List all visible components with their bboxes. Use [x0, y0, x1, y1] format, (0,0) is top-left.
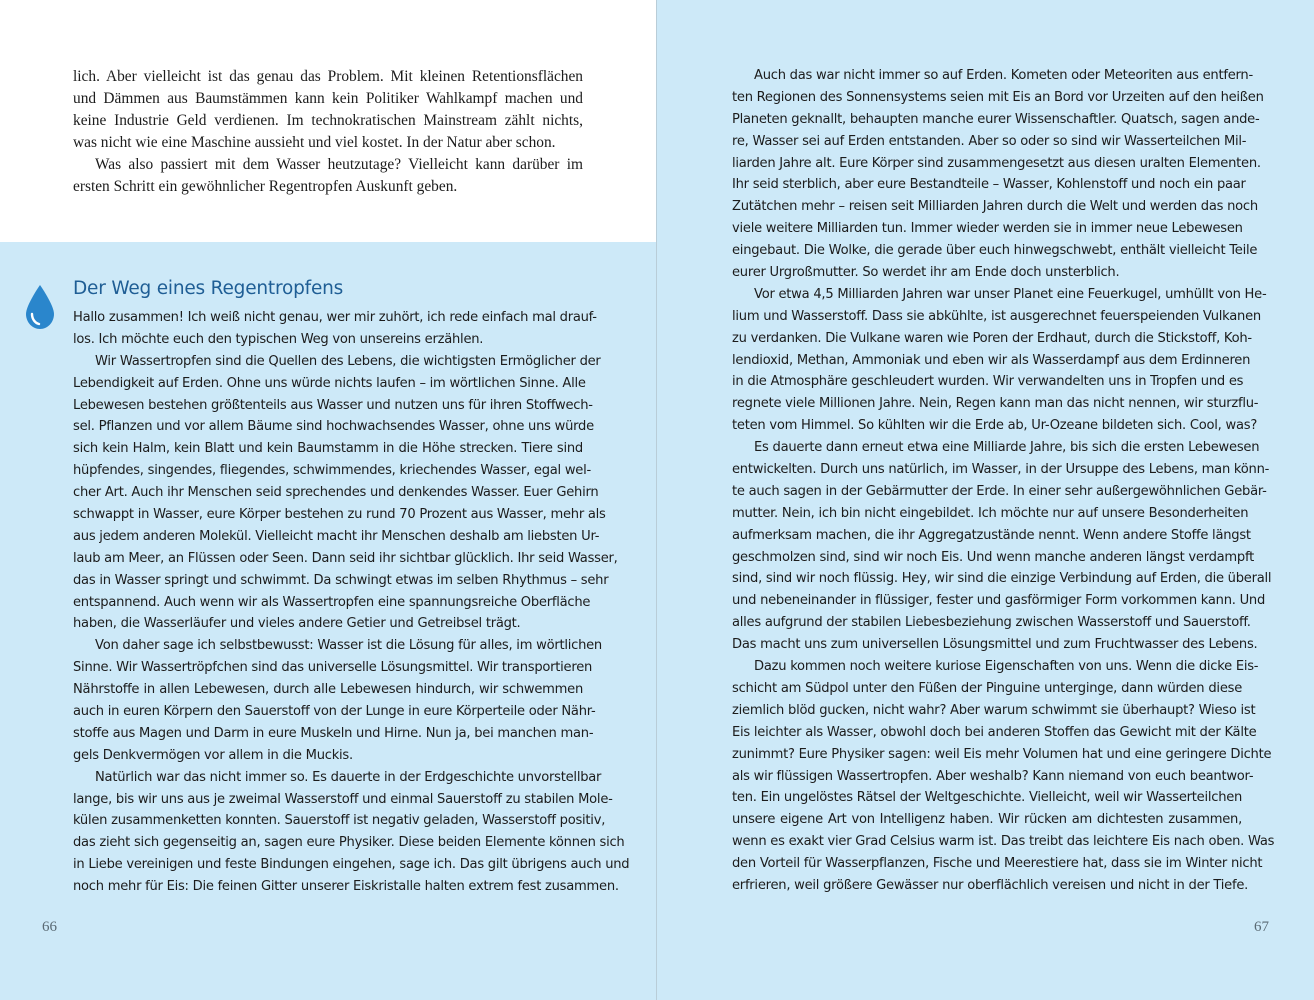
text-line: Vor etwa 4,5 Milliarden Jahren war unser Planet eine Feuerkugel, umhüllt von He- [754, 286, 1267, 302]
text-line: lium und Wasserstoff. Dass sie abkühlte, ist ausgerechnet feuerspeienden Vulkanen [732, 308, 1261, 324]
text-line: Lebendigkeit auf Erden. Ohne uns würde nichts laufen – im wörtlichen Sinne. Alle [73, 375, 586, 391]
text-line: Sinne. Wir Wassertröpfchen sind das universelle Lösungsmittel. Wir transportieren [73, 660, 593, 676]
text-line: külen zusammenketten konnten. Sauerstoff ist negativ geladen, Wasserstoff positiv, [73, 813, 606, 829]
text-line: unsere eigene Art von Intelligenz haben. Wir rücken am dichtesten zusammen, [732, 812, 1242, 828]
water-drop-icon [22, 283, 58, 331]
text-line: sich kein Halm, kein Blatt und kein Baumstamm in die Höhe strecken. Tiere sind [73, 441, 583, 457]
text-line: Hallo zusammen! Ich weiß nicht genau, wer mir zuhört, ich rede einfach mal drauf- [73, 310, 597, 325]
text-line: mutter. Nein, ich bin nicht eingebildet. Ich möchte nur auf unsere Besonderheiten [732, 505, 1249, 521]
text-line: entspannend. Auch wenn wir als Wassertropfen eine spannungsreiche Oberfläche [73, 594, 591, 610]
text-line: lendioxid, Methan, Ammoniak und eben wir als Wasserdampf aus dem Erdinneren [732, 352, 1251, 368]
text-line: in Liebe vereinigen und feste Bindungen eingehen, sage ich. Das gilt übrigens auch und [73, 857, 630, 873]
text-line: liarden Jahre alt. Eure Körper sind zusammengesetzt aus diesen uralten Elementen. [732, 155, 1261, 171]
text-line: als wir flüssigen Wassertropfen. Aber weshalb? Kann niemand von euch beantwor- [732, 768, 1254, 784]
left-page-plain-area [0, 0, 656, 242]
text-line: alles aufgrund der stabilen Liebesbeziehung zwischen Wasserstoff und Sauerstoff. [732, 615, 1251, 631]
text-line: Zutätchen mehr – reisen seit Milliarden Jahren durch die Welt und werden das noch [732, 199, 1258, 215]
text-line: stoffe aus Magen und Darm in eure Muskeln und Hirne. Nun ja, bei manchen man- [73, 725, 594, 741]
text-line: und nebeneinander in flüssiger, fester und gasförmiger Form vorkommen kann. Und [732, 593, 1266, 609]
page-number-right: 67 [1254, 919, 1269, 935]
text-line: los. Ich möchte euch den typischen Weg von unsereins erzählen. [73, 331, 484, 347]
text-line: schwappt in Wasser, eure Körper bestehen zu rund 70 Prozent aus Wasser, mehr als [73, 507, 606, 523]
text-line: Auch das war nicht immer so auf Erden. Kometen oder Meteoriten aus entfern- [754, 68, 1253, 83]
text-line: aus jedem anderen Molekül. Vielleicht macht ihr Menschen deshalb am liebsten Ur- [73, 528, 600, 544]
text-line: Nährstoffe in allen Lebewesen, durch alle Lebewesen hindurch, wir schwemmen [73, 682, 583, 698]
text-line: das in Wasser springt und schwimmt. Da schwingt etwas im selben Rhythmus – sehr [73, 572, 609, 588]
text-line: zu verdanken. Die Vulkane waren wie Poren der Erdhaut, durch die Stickstoff, Koh- [732, 330, 1252, 346]
page-number-left: 66 [42, 919, 57, 935]
text-line: teten vom Himmel. So kühlten wir die Erde ab, Ur-Ozeane bildeten sich. Cool, was? [732, 418, 1258, 434]
text-line: in die Atmosphäre geschleudert wurden. Wir verwandelten uns in Tropfen und es [732, 374, 1244, 390]
text-line: ten Regionen des Sonnensystems seien mit Eis an Bord vor Urzeiten auf den heißen [732, 89, 1264, 105]
text-line: ten. Ein ungelöstes Rätsel der Weltgeschichte. Vielleicht, weil wir Wasserteilchen [732, 790, 1243, 806]
text-line: Von daher sage ich selbstbewusst: Wasser ist die Lösung für alles, im wörtlichen [95, 638, 602, 654]
text-line: entwickelten. Durch uns natürlich, im Wasser, in der Ursuppe des Lebens, man könn- [732, 462, 1270, 478]
text-line: haben, die Wasserläufer und vieles andere Getier und Getreibsel trägt. [73, 616, 521, 632]
box-heading: Der Weg eines Regentropfens [73, 278, 344, 299]
text-line: und Dämmen aus Baumstämmen kann kein Politiker Wahlkampf machen und [73, 90, 583, 107]
text-line: eurer Urgroßmutter. So werdet ihr am Ende doch unsterblich. [732, 265, 1120, 281]
text-line: hüpfendes, singendes, fliegendes, schwimmendes, kriechendes Wasser, egal wel- [73, 463, 591, 479]
text-line: ziemlich blöd gucken, nicht wahr? Aber warum schwimmt sie überhaupt? Wieso ist [732, 702, 1256, 718]
text-line: auch in euren Körpern den Sauerstoff von der Lunge in eure Körperteile oder Nähr- [73, 704, 596, 720]
text-line: laub am Meer, an Flüssen oder Seen. Dann seid ihr sichtbar glücklich. Ihr seid Wasser, [73, 550, 618, 566]
text-line: schicht am Südpol unter den Füßen der Pinguine unterginge, dann würden diese [732, 680, 1242, 696]
text-line: Was also passiert mit dem Wasser heutzutage? Vielleicht kann darüber im [95, 156, 583, 173]
text-line: sind, sind wir noch flüssig. Hey, wir sind die einzige Verbindung auf Erden, die überall [732, 571, 1272, 587]
text-line: Es dauerte dann erneut etwa eine Milliarde Jahre, bis sich die ersten Lebewesen [754, 440, 1260, 456]
text-line: Planeten geknallt, behaupten manche eurer Wissenschaftler. Quatsch, sagen ande- [732, 111, 1260, 127]
text-line: viele weitere Milliarden tun. Immer wieder werden sie in immer neue Lebewesen [732, 221, 1243, 237]
text-line: lich. Aber vielleicht ist das genau das Problem. Mit kleinen Retentionsflächen [73, 68, 583, 85]
text-line: Wir Wassertropfen sind die Quellen des Lebens, die wichtigsten Ermöglicher der [95, 353, 601, 369]
text-line: den Vorteil für Wasserpflanzen, Fische und Meerestiere hat, dass sie im Winter nicht [732, 856, 1263, 872]
text-line: eingebaut. Die Wolke, die gerade über euch hinwegschwebt, enthält vielleicht Teile [732, 243, 1258, 259]
text-line: Eis leichter als Wasser, obwohl doch bei anderen Stoffen das Gewicht mit der Kälte [732, 724, 1257, 740]
text-line: wenn es exakt vier Grad Celsius warm ist. Das treibt das leichtere Eis nach oben. Was [732, 834, 1275, 850]
text-line: Lebewesen bestehen größtenteils aus Wasser und nutzen uns für ihren Stoffwech- [73, 397, 593, 413]
left-page [0, 0, 656, 1000]
right-page [657, 0, 1314, 1000]
text-line: regnete viele Millionen Jahre. Nein, Regen kann man das nicht nennen, wir sturzflu- [732, 396, 1259, 412]
text-line: re, Wasser sei auf Erden entstanden. Aber so oder so sind wir Wasserteilchen Mil- [732, 133, 1247, 149]
text-line: das zieht sich gegenseitig an, sagen eure Physiker. Diese beiden Elemente können sich [73, 835, 625, 851]
text-line: erfrieren, weil größere Gewässer nur oberflächlich vereisen und nicht in der Tiefe. [732, 877, 1249, 893]
right-body-text [732, 65, 1275, 897]
text-line: te auch sagen in der Gebärmutter der Erde. In einer sehr außergewöhnlichen Gebär- [732, 483, 1267, 499]
text-line: aufmerksam machen, die ihr Aggregatzustände nennt. Wenn andere Stoffe längst [732, 527, 1251, 543]
text-line: Ihr seid sterblich, aber eure Bestandteile – Wasser, Kohlenstoff und noch ein paar [732, 177, 1246, 193]
text-line: keine Industrie Geld verdienen. Im technokratischen Mainstream zählt nichts, [73, 112, 583, 129]
text-line: Das macht uns zum universellen Lösungsmittel und zum Fruchtwasser des Lebens. [732, 637, 1258, 653]
text-line: gels Denkvermögen vor allem in die Muckis. [73, 747, 353, 763]
text-line: geschmolzen sind, sind wir noch Eis. Und wenn manche anderen längst verdampft [732, 549, 1255, 565]
text-line: was nicht wie eine Maschine aussieht und viel kostet. In der Natur aber schon. [73, 134, 556, 151]
text-line: Dazu kommen noch weitere kuriose Eigenschaften von uns. Wenn die dicke Eis- [754, 659, 1259, 675]
box-body-text [73, 307, 630, 898]
text-line: lange, bis wir uns aus je zweimal Wasserstoff und einmal Sauerstoff zu stabilen Mole- [73, 791, 613, 807]
text-line: noch mehr für Eis: Die feinen Gitter unserer Eiskristalle halten extrem fest zusammen. [73, 879, 619, 895]
text-line: sel. Pflanzen und vor allem Bäume sind hochwachsendes Wasser, ohne uns würde [73, 419, 594, 435]
text-line: zunimmt? Eure Physiker sagen: weil Eis mehr Volumen hat und eine geringere Dichte [732, 746, 1272, 762]
left-intro-text [73, 66, 583, 198]
text-line: ersten Schritt ein gewöhnlicher Regentropfen Auskunft geben. [73, 178, 458, 195]
text-line: cher Art. Auch ihr Menschen seid sprechendes und denkendes Wasser. Euer Gehirn [73, 485, 599, 501]
text-line: Natürlich war das nicht immer so. Es dauerte in der Erdgeschichte unvorstellbar [95, 769, 602, 785]
